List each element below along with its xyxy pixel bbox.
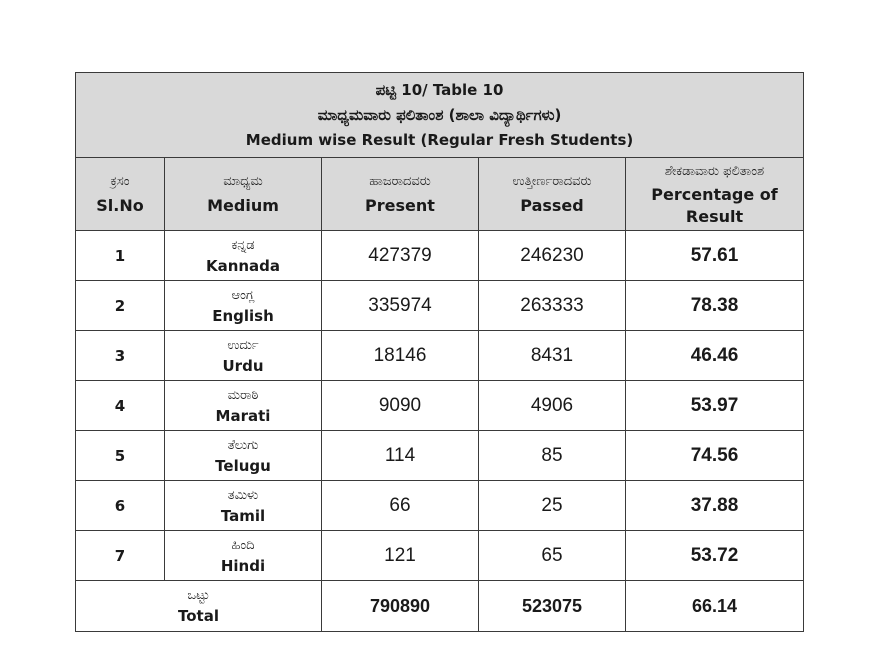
cell-percentage: 46.46 <box>626 331 804 381</box>
cell-medium <box>165 231 322 281</box>
cell-passed: 8431 <box>479 331 626 381</box>
cell-medium-kannada: ಉರ್ದು <box>227 337 259 353</box>
header-passed-kannada: ಉತ್ತೀರ್ಣರಾದವರು <box>512 174 592 189</box>
cell-sl-no: 5 <box>76 431 165 481</box>
cell-medium <box>165 331 322 381</box>
cell-percentage: 53.97 <box>626 381 804 431</box>
cell-medium-kannada: ತಮಿಳು <box>227 487 259 503</box>
table-row <box>76 381 804 431</box>
cell-present: 18146 <box>322 331 479 381</box>
table-row <box>76 531 804 581</box>
header-present-english: Present <box>365 196 435 215</box>
table-row <box>76 431 804 481</box>
cell-medium-kannada: ಕನ್ನಡ <box>231 237 255 253</box>
cell-medium-english: Telugu <box>215 456 271 475</box>
cell-passed: 263333 <box>479 281 626 331</box>
cell-percentage: 57.61 <box>626 231 804 281</box>
cell-medium-english: Tamil <box>220 506 266 525</box>
cell-present: 114 <box>322 431 479 481</box>
header-sl-no-english: Sl.No <box>96 196 144 215</box>
table-row <box>76 231 804 281</box>
table-row <box>76 481 804 531</box>
cell-medium-kannada: ಹಿಂದಿ <box>231 537 255 553</box>
cell-medium-english: Marati <box>215 406 271 425</box>
table-header-row <box>76 158 804 231</box>
header-medium <box>165 158 322 231</box>
cell-passed: 246230 <box>479 231 626 281</box>
cell-passed: 85 <box>479 431 626 481</box>
cell-medium <box>165 381 322 431</box>
header-sl-no <box>76 158 165 231</box>
table-title-line-1: ಪಟ್ಟಿ 10/ Table 10 <box>375 80 504 99</box>
header-percentage-english-1: Percentage of <box>651 185 778 204</box>
header-medium-kannada: ಮಾಧ್ಯಮ <box>223 174 263 189</box>
cell-medium <box>165 431 322 481</box>
cell-percentage: 53.72 <box>626 531 804 581</box>
table-row <box>76 331 804 381</box>
cell-present: 427379 <box>322 231 479 281</box>
cell-percentage: 78.38 <box>626 281 804 331</box>
cell-medium-english: Hindi <box>220 556 266 575</box>
cell-percentage: 37.88 <box>626 481 804 531</box>
cell-medium-english: Kannada <box>205 256 281 275</box>
medium-wise-result-table <box>75 72 804 632</box>
cell-percentage: 74.56 <box>626 431 804 481</box>
cell-passed: 4906 <box>479 381 626 431</box>
header-present-kannada: ಹಾಜರಾದವರು <box>369 174 431 189</box>
cell-present: 335974 <box>322 281 479 331</box>
table-title <box>76 73 804 158</box>
cell-present: 9090 <box>322 381 479 431</box>
cell-sl-no: 1 <box>76 231 165 281</box>
total-label-kannada: ಒಟ್ಟು <box>187 588 210 603</box>
table-title-line-3: Medium wise Result (Regular Fresh Students) <box>245 130 634 149</box>
cell-medium <box>165 481 322 531</box>
cell-medium-kannada: ಮರಾಠಿ <box>227 387 259 403</box>
table-title-line-2: ಮಾಧ್ಯಮವಾರು ಫಲಿತಾಂಶ (ಶಾಲಾ ವಿದ್ಯಾರ್ಥಿಗಳು) <box>317 105 562 124</box>
total-percentage: 66.14 <box>626 581 804 632</box>
cell-passed: 25 <box>479 481 626 531</box>
header-percentage <box>626 158 804 231</box>
total-passed: 523075 <box>479 581 626 632</box>
cell-medium <box>165 531 322 581</box>
cell-sl-no: 6 <box>76 481 165 531</box>
header-passed-english: Passed <box>520 196 584 215</box>
header-percentage-kannada: ಶೇಕಡಾವಾರು ಫಲಿತಾಂಶ <box>664 164 765 179</box>
cell-medium <box>165 281 322 331</box>
cell-medium-kannada: ಆಂಗ್ಲ <box>231 287 255 303</box>
total-label-english: Total <box>178 607 219 625</box>
header-sl-no-kannada: ಕ್ರಸಂ <box>110 174 130 189</box>
cell-sl-no: 4 <box>76 381 165 431</box>
cell-medium-english: Urdu <box>222 356 264 375</box>
cell-sl-no: 3 <box>76 331 165 381</box>
cell-present: 66 <box>322 481 479 531</box>
header-passed <box>479 158 626 231</box>
cell-present: 121 <box>322 531 479 581</box>
cell-sl-no: 2 <box>76 281 165 331</box>
cell-medium-kannada: ತೆಲುಗು <box>227 437 259 453</box>
total-label <box>76 581 322 632</box>
total-present: 790890 <box>322 581 479 632</box>
table-title-row <box>76 73 804 158</box>
total-row <box>76 581 804 632</box>
cell-passed: 65 <box>479 531 626 581</box>
header-percentage-english-2: Result <box>685 207 744 226</box>
table-row <box>76 281 804 331</box>
cell-sl-no: 7 <box>76 531 165 581</box>
header-present <box>322 158 479 231</box>
header-medium-english: Medium <box>207 196 279 215</box>
cell-medium-english: English <box>212 306 274 325</box>
